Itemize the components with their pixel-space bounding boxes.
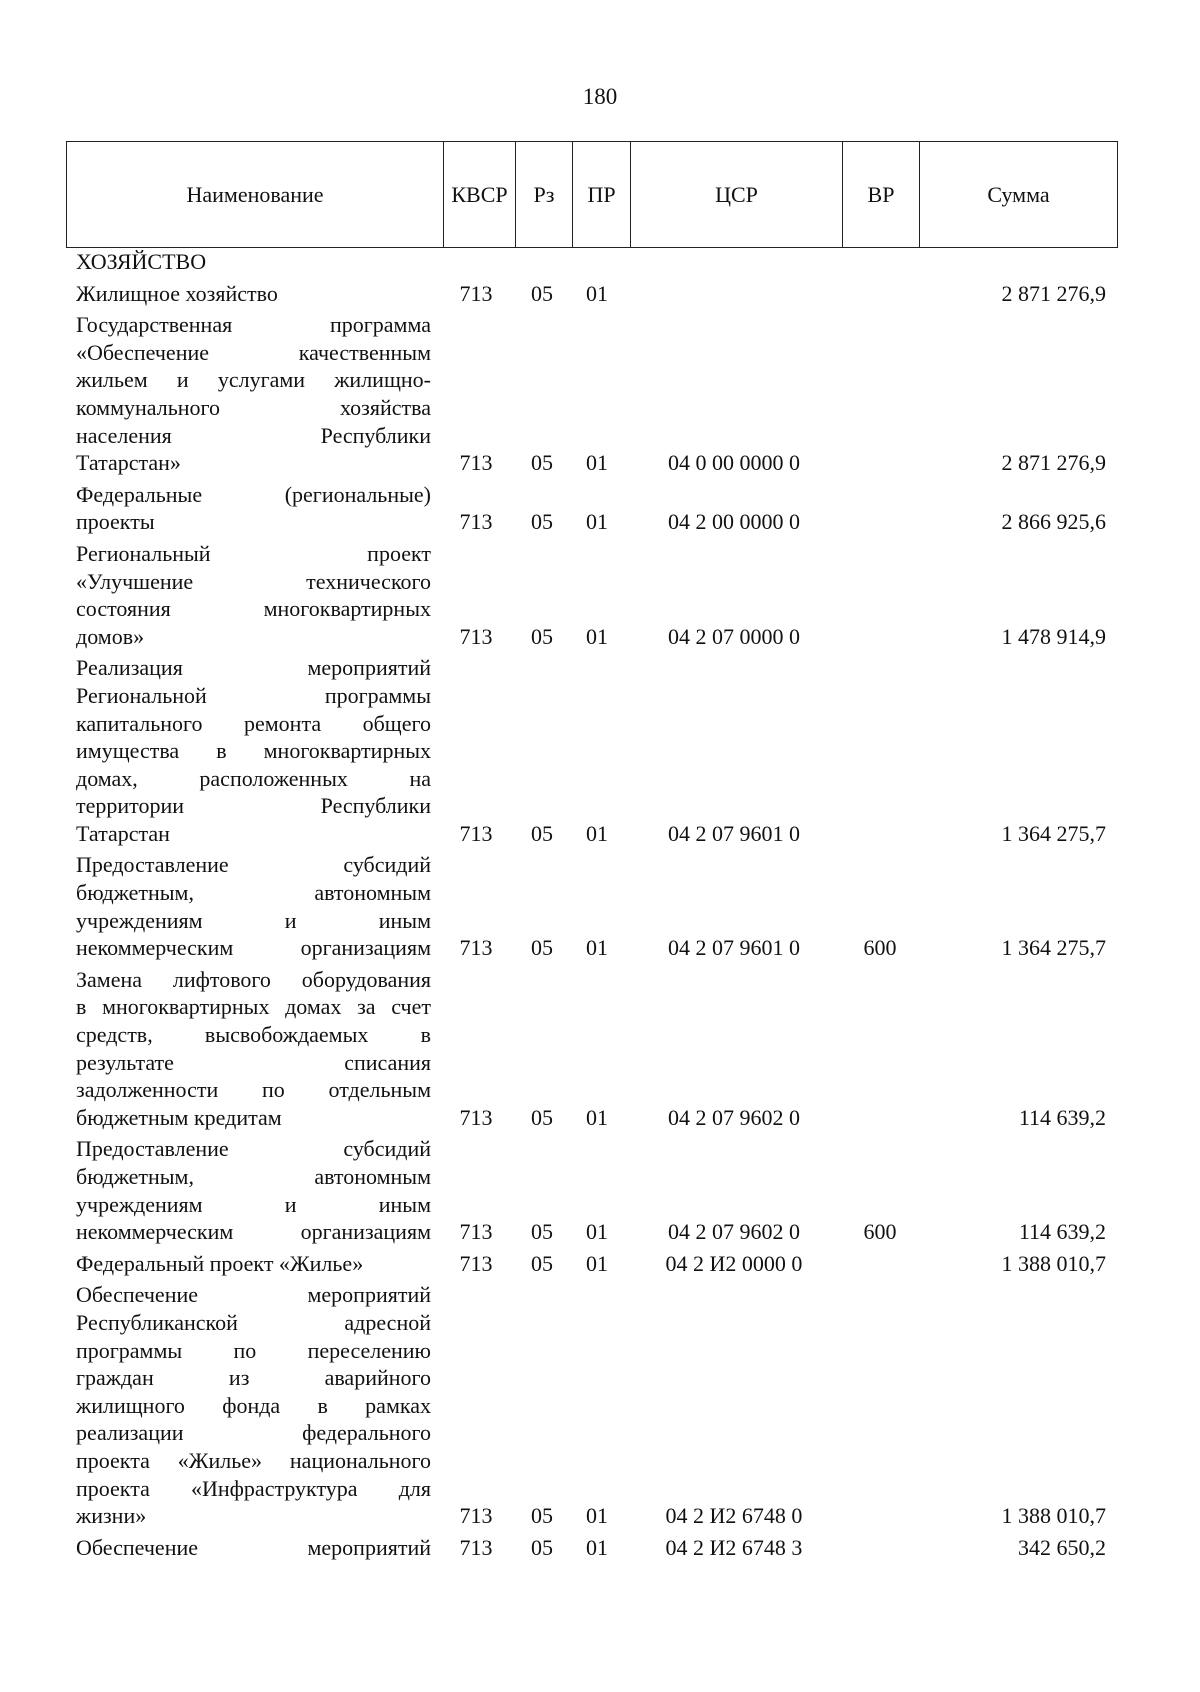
- table-row: [0, 1534, 1200, 1562]
- row-name-line: населения Республики: [76, 422, 431, 448]
- row-name-line: жизни»: [76, 1503, 147, 1529]
- row-name-line: ХОЗЯЙСТВО: [76, 249, 207, 274]
- row-name-line: Региональный проект: [76, 540, 431, 566]
- row-csr: 04 0 00 0000 0: [668, 450, 800, 476]
- row-name-line: домах, расположенных на: [76, 765, 431, 791]
- row-sum: 1 364 275,7: [1001, 820, 1106, 846]
- row-rz: 05: [531, 1104, 553, 1130]
- row-rz: 05: [531, 623, 553, 649]
- row-rz: 05: [531, 1219, 553, 1245]
- row-csr: 04 2 00 0000 0: [668, 509, 800, 535]
- row-kvsr: 713: [459, 1104, 493, 1130]
- row-pr: 01: [586, 1219, 608, 1245]
- row-name-line: домов»: [76, 623, 145, 649]
- row-kvsr: 713: [459, 623, 493, 649]
- row-kvsr: 713: [459, 1534, 493, 1560]
- row-name-line: граждан из аварийного: [76, 1365, 431, 1391]
- table-row: [0, 540, 1200, 650]
- row-sum: 342 650,2: [1018, 1534, 1106, 1560]
- table-row: [0, 966, 1200, 1132]
- header-kvsr: КВСР: [444, 142, 516, 248]
- row-name-line: в многоквартирных домах за счет: [76, 994, 431, 1020]
- row-name: [76, 311, 431, 477]
- header-csr: ЦСР: [631, 142, 843, 248]
- row-kvsr: 713: [459, 509, 493, 535]
- row-name-line: Жилищное хозяйство: [76, 280, 278, 306]
- row-name: [76, 1534, 431, 1562]
- row-kvsr: 713: [459, 280, 493, 306]
- row-name-line: бюджетным кредитам: [76, 1104, 282, 1130]
- table-header: [66, 141, 1118, 248]
- row-kvsr: 713: [459, 1219, 493, 1245]
- row-rz: 05: [531, 509, 553, 535]
- table-row: [0, 481, 1200, 536]
- row-name-line: бюджетным, автономным: [76, 880, 431, 906]
- row-rz: 05: [531, 450, 553, 476]
- row-name-line: имущества в многоквартирных: [76, 738, 431, 764]
- row-rz: 05: [531, 280, 553, 306]
- row-csr: 04 2 И2 6748 3: [665, 1534, 803, 1560]
- row-kvsr: 713: [459, 1250, 493, 1276]
- row-rz: 05: [531, 1503, 553, 1529]
- row-name-line: реализации федерального: [76, 1420, 431, 1446]
- row-sum: 1 478 914,9: [1001, 623, 1106, 649]
- table-row: [0, 1250, 1200, 1278]
- row-name-line: Татарстан»: [76, 450, 181, 476]
- row-name-line: Государственная программа: [76, 312, 431, 338]
- row-rz: 05: [531, 1250, 553, 1276]
- header-pr: ПР: [573, 142, 631, 248]
- row-name-line: Предоставление субсидий: [76, 1136, 431, 1162]
- header-name: Наименование: [67, 142, 444, 248]
- row-name: [76, 851, 431, 961]
- row-sum: 2 871 276,9: [1001, 280, 1106, 306]
- row-csr: 04 2 07 9601 0: [668, 935, 800, 961]
- row-name-line: средств, высвобождаемых в: [76, 1022, 431, 1048]
- row-pr: 01: [586, 509, 608, 535]
- row-name-line: Замена лифтового оборудования: [76, 966, 431, 992]
- row-name-line: жильем и услугами жилищно-: [76, 367, 431, 393]
- row-sum: 114 639,2: [1018, 1219, 1106, 1245]
- row-pr: 01: [586, 820, 608, 846]
- row-name-line: учреждениям и иным: [76, 907, 431, 933]
- row-sum: 2 866 925,6: [1001, 509, 1106, 535]
- row-csr: 04 2 07 9601 0: [668, 820, 800, 846]
- row-name-line: некоммерческим организациям: [76, 1219, 431, 1245]
- row-name-line: Обеспечение мероприятий: [76, 1534, 431, 1560]
- row-name-line: жилищного фонда в рамках: [76, 1392, 431, 1418]
- row-name-line: коммунального хозяйства: [76, 394, 431, 420]
- row-csr: 04 2 И2 6748 0: [665, 1503, 803, 1529]
- row-name-line: Региональной программы: [76, 682, 431, 708]
- table-body: [0, 248, 1200, 1565]
- header-vr: ВР: [843, 142, 920, 248]
- row-name-line: проекта «Инфраструктура для: [76, 1475, 431, 1501]
- row-sum: 2 871 276,9: [1001, 450, 1106, 476]
- row-kvsr: 713: [459, 935, 493, 961]
- row-name-line: задолженности по отдельным: [76, 1077, 431, 1103]
- row-pr: 01: [586, 280, 608, 306]
- row-kvsr: 713: [459, 1503, 493, 1529]
- row-name-line: проекты: [76, 509, 155, 535]
- row-name-line: «Обеспечение качественным: [76, 339, 431, 365]
- row-name-line: учреждениям и иным: [76, 1191, 431, 1217]
- header-rz: Рз: [516, 142, 573, 248]
- row-name-line: бюджетным, автономным: [76, 1164, 431, 1189]
- row-pr: 01: [586, 1503, 608, 1529]
- row-name-line: Республиканской адресной: [76, 1309, 431, 1335]
- row-name-line: некоммерческим организациям: [76, 935, 431, 961]
- row-name-line: «Улучшение технического: [76, 568, 431, 594]
- row-name: [76, 1250, 431, 1278]
- row-vr: 600: [863, 1219, 897, 1245]
- table-row: [0, 1135, 1200, 1245]
- row-pr: 01: [586, 1104, 608, 1130]
- row-name-line: территории Республики: [76, 793, 431, 819]
- row-rz: 05: [531, 935, 553, 961]
- row-sum: 1 388 010,7: [1001, 1250, 1106, 1276]
- table-row: [0, 654, 1200, 847]
- row-name-line: Обеспечение мероприятий: [76, 1282, 431, 1308]
- row-name: [76, 540, 431, 650]
- page-number: 180: [582, 84, 618, 109]
- row-name-line: результате списания: [76, 1049, 431, 1075]
- row-pr: 01: [586, 623, 608, 649]
- row-name: [76, 1135, 431, 1245]
- row-sum: 114 639,2: [1018, 1104, 1106, 1130]
- row-gap: [0, 1561, 1200, 1565]
- row-name: [76, 481, 431, 536]
- row-name-line: Федеральный проект «Жилье»: [76, 1250, 364, 1276]
- row-csr: 04 2 07 9602 0: [668, 1219, 800, 1245]
- row-name-line: программы по переселению: [76, 1337, 431, 1363]
- table-row: [0, 248, 1200, 276]
- row-name-line: состояния многоквартирных: [76, 596, 431, 622]
- table-row: [0, 311, 1200, 477]
- row-pr: 01: [586, 1250, 608, 1276]
- row-name-line: Татарстан: [76, 820, 170, 846]
- row-vr: 600: [863, 935, 897, 961]
- row-pr: 01: [586, 1534, 608, 1560]
- row-pr: 01: [586, 450, 608, 476]
- row-name-line: капитального ремонта общего: [76, 710, 431, 736]
- row-csr: 04 2 07 9602 0: [668, 1104, 800, 1130]
- row-name-line: Предоставление субсидий: [76, 852, 431, 878]
- table-row: [0, 280, 1200, 308]
- row-kvsr: 713: [459, 820, 493, 846]
- row-name: [76, 280, 431, 308]
- row-rz: 05: [531, 1534, 553, 1560]
- row-name: [76, 654, 431, 847]
- row-name: [76, 248, 431, 276]
- row-rz: 05: [531, 820, 553, 846]
- header-sum: Сумма: [920, 142, 1118, 248]
- row-name: [76, 966, 431, 1132]
- row-csr: 04 2 07 0000 0: [668, 623, 800, 649]
- row-name: [76, 1281, 431, 1529]
- table-row: [0, 851, 1200, 961]
- row-csr: 04 2 И2 0000 0: [665, 1250, 803, 1276]
- table-row: [0, 1281, 1200, 1529]
- row-name-line: Федеральные (региональные): [76, 481, 431, 507]
- row-name-line: Реализация мероприятий: [76, 655, 431, 681]
- row-name-line: проекта «Жилье» национального: [76, 1447, 431, 1473]
- row-sum: 1 388 010,7: [1001, 1503, 1106, 1529]
- row-kvsr: 713: [459, 450, 493, 476]
- row-sum: 1 364 275,7: [1001, 935, 1106, 961]
- row-pr: 01: [586, 935, 608, 961]
